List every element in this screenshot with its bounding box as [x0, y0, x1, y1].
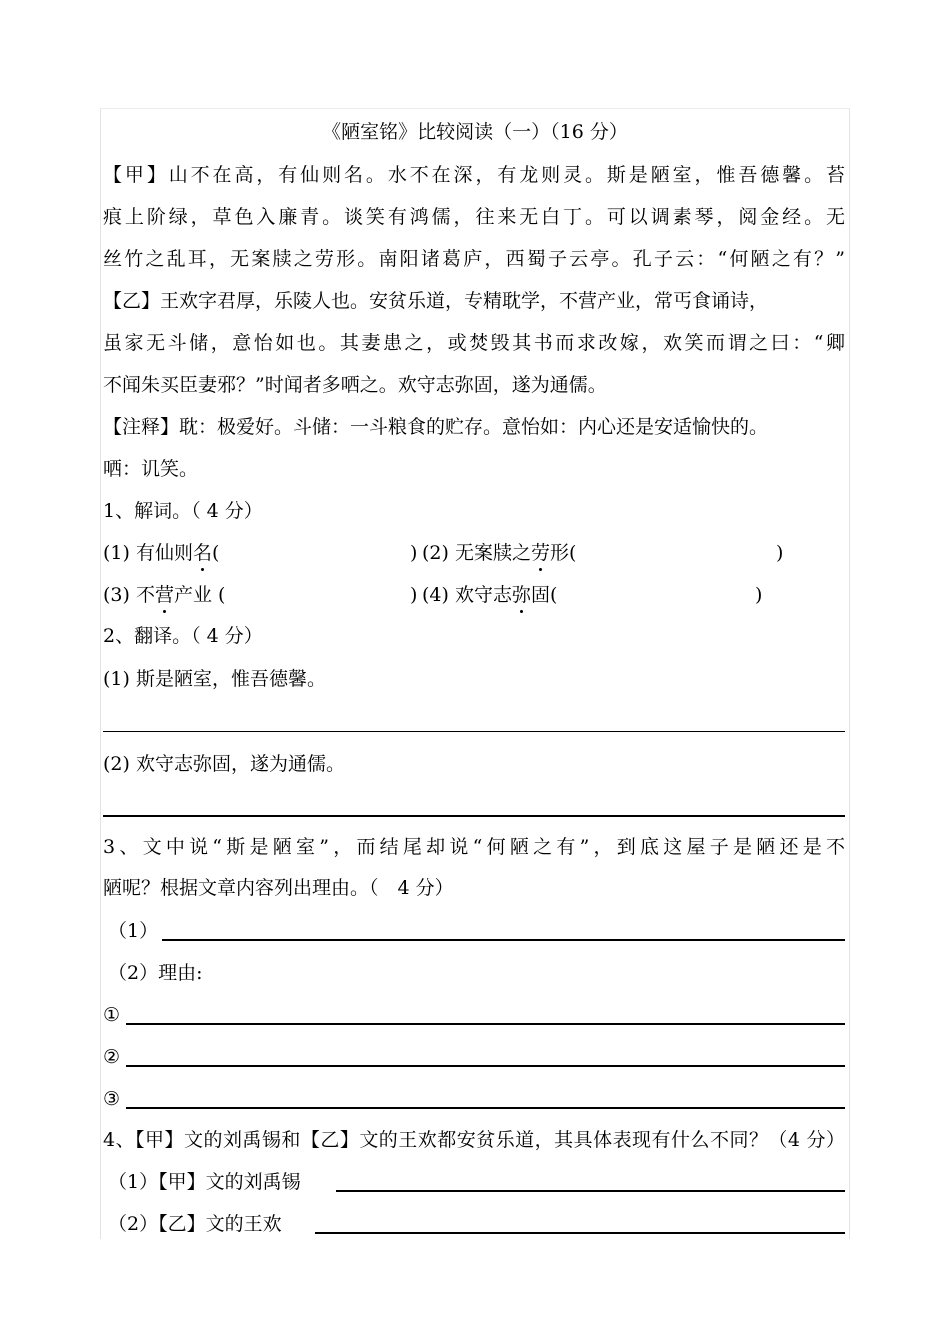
q1-item-3-close: ): [410, 584, 418, 606]
q1-item-4: [422, 583, 557, 607]
passage-yi-line-1: 【乙】王欢字君厚，乐陵人也。安贫乐道，专精耽学，不营产业，常丐食诵诗，: [103, 290, 769, 312]
q1-item-3-word: 营: [154, 584, 174, 606]
q3-part-1-label: （1）: [108, 920, 159, 942]
q3-reason-3-marker: ③: [103, 1088, 121, 1110]
q1-item-1: [103, 541, 219, 565]
q1-item-2-suffix: 形(: [549, 542, 577, 564]
q4-part-2-label: （2）【乙】文的王欢: [108, 1213, 282, 1235]
q2-answer-line-2[interactable]: [103, 815, 845, 817]
q2-sentence-2: (2) 欢守志弥固，遂为通儒。: [103, 753, 345, 775]
q4-heading: 4、【甲】文的刘禹锡和【乙】文的王欢都安贫乐道，其具体表现有什么不同？（4 分）: [103, 1129, 845, 1151]
q1-item-1-prefix: (1) 有仙则: [103, 542, 193, 564]
q4-part-2-answer-line[interactable]: [315, 1232, 845, 1234]
q1-item-1-word: 名: [192, 542, 212, 564]
passage-jia-line-2: 痕上阶绿，草色入廉青。谈笑有鸿儒，往来无白丁。可以调素琴，阅金经。无: [103, 206, 845, 228]
q1-item-2: [422, 541, 576, 565]
q3-reason-3-line[interactable]: [126, 1107, 845, 1109]
q1-item-4-suffix: 固(: [530, 584, 558, 606]
q3-part-2-label: （2）理由:: [108, 962, 203, 984]
q2-answer-line-1[interactable]: [103, 731, 845, 732]
q1-item-2-prefix: (2) 无案牍之: [422, 542, 531, 564]
notes-line-1: 【注释】耽：极爱好。斗储：一斗粮食的贮存。意怡如：内心还是安适愉快的。: [103, 416, 769, 438]
q2-sentence-1: (1) 斯是陋室，惟吾德馨。: [103, 668, 326, 690]
q1-item-2-word: 劳: [530, 542, 550, 564]
passage-jia-line-3: 丝竹之乱耳，无案牍之劳形。南阳诸葛庐，西蜀子云亭。孔子云：“何陋之有？”: [103, 248, 845, 270]
q1-item-3-prefix: (3) 不: [103, 584, 155, 606]
page-title: 《陋室铭》比较阅读（一）（16 分）: [322, 121, 628, 143]
q3-reason-2-line[interactable]: [126, 1065, 845, 1067]
q1-item-4-close: ): [755, 584, 763, 606]
q3-reason-1-marker: ①: [103, 1004, 121, 1026]
q1-item-4-word: 弥: [511, 584, 531, 606]
passage-jia-line-1: 【甲】山不在高，有仙则名。水不在深，有龙则灵。斯是陋室，惟吾德馨。苔: [103, 164, 845, 186]
q1-item-1-open: (: [211, 542, 220, 564]
q1-item-1-close: ): [410, 542, 418, 564]
q3-text-line-1: 3、文中说“斯是陋室”，而结尾却说“何陋之有”，到底这屋子是陋还是不: [103, 836, 845, 858]
passage-yi-line-2: 虽家无斗储，意怡如也。其妻患之，或焚毁其书而求改嫁，欢笑而谓之曰：“卿: [103, 332, 845, 354]
q3-text-line-2: 陋呢？根据文章内容列出理由。（ 4 分）: [103, 877, 454, 899]
q2-heading: 2、翻译。（ 4 分）: [103, 625, 263, 647]
q1-item-3: [103, 583, 225, 607]
q1-item-4-prefix: (4) 欢守志: [422, 584, 512, 606]
q1-item-3-suffix: 产业 (: [173, 584, 226, 606]
q3-reason-2-marker: ②: [103, 1046, 121, 1068]
q1-item-2-close: ): [776, 542, 784, 564]
q4-part-1-answer-line[interactable]: [336, 1190, 845, 1192]
passage-yi-line-3: 不闻朱买臣妻邪？”时闻者多哂之。欢守志弥固，遂为通儒。: [103, 374, 607, 396]
q3-reason-1-line[interactable]: [126, 1023, 845, 1025]
notes-line-2: 哂：讥笑。: [103, 458, 199, 480]
q3-part-1-answer-line[interactable]: [162, 939, 845, 941]
q1-heading: 1、解词。（ 4 分）: [103, 500, 263, 522]
q4-part-1-label: （1）【甲】文的刘禹锡: [108, 1171, 301, 1193]
